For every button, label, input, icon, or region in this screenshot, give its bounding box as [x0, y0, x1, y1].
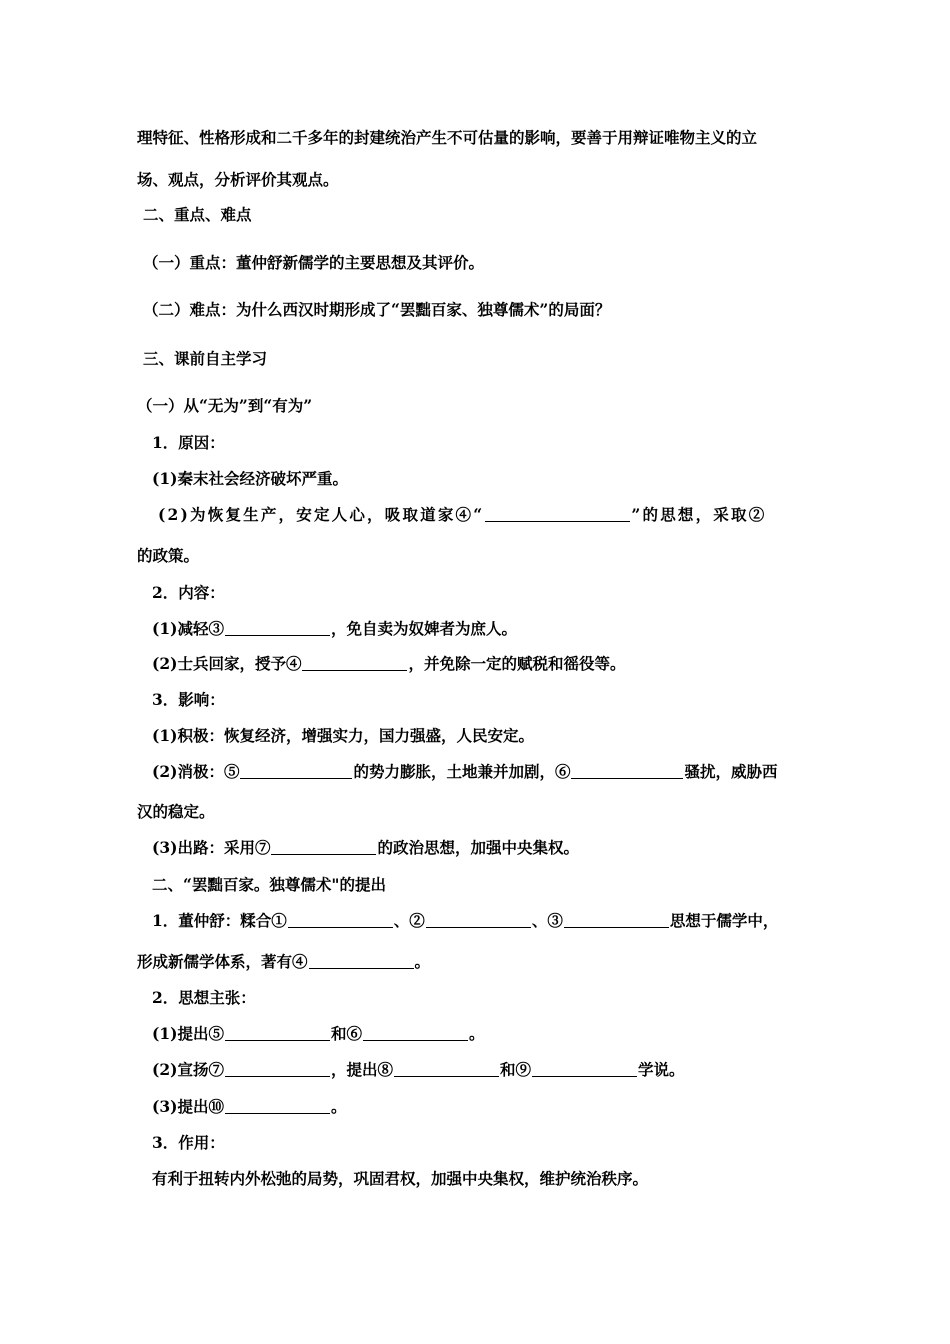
dong-zhongshu-line-cont — [137, 952, 430, 972]
fill-blank[interactable] — [571, 764, 683, 779]
text-segment: ”的思想，采取② — [631, 505, 767, 524]
fill-blank[interactable] — [485, 507, 630, 522]
fill-blank[interactable] — [564, 913, 669, 928]
idea-2 — [152, 1060, 685, 1080]
item-content-title: 2．内容： — [152, 583, 225, 602]
item-cause-title: 1．原因： — [152, 433, 225, 452]
intro-line-1: 理特征、性格形成和二千多年的封建统治产生不可估量的影响，要善于用辩证唯物主义的立 — [137, 128, 758, 147]
text-segment: (2)宣扬⑦ — [152, 1060, 224, 1079]
text-segment: 骚扰，威胁西 — [684, 762, 778, 781]
fill-blank[interactable] — [225, 1099, 330, 1114]
text-segment: 和⑥ — [330, 1024, 362, 1043]
item-impact-2 — [152, 762, 777, 782]
text-segment: 学说。 — [637, 1060, 685, 1079]
fill-blank[interactable] — [394, 1062, 499, 1077]
text-segment: ，提出⑧ — [330, 1060, 393, 1079]
fill-blank[interactable] — [426, 913, 531, 928]
fill-blank[interactable] — [240, 764, 352, 779]
item-impact-1: (1)积极：恢复经济，增强实力，国力强盛，人民安定。 — [152, 726, 534, 745]
text-segment: 。 — [414, 952, 431, 971]
text-segment: 的势力膨胀，土地兼并加剧，⑥ — [353, 762, 571, 781]
text-segment: (1)提出⑤ — [152, 1024, 224, 1043]
dong-zhongshu-line — [152, 911, 778, 931]
subsection-title-1: （一）从“无为”到“有为” — [137, 396, 313, 415]
text-segment: (3)提出⑩ — [152, 1097, 224, 1116]
item-cause-2 — [158, 505, 766, 525]
item-content-2 — [152, 654, 625, 674]
fill-blank[interactable] — [302, 656, 407, 671]
effect-title: 3．作用： — [152, 1133, 225, 1152]
fill-blank[interactable] — [271, 840, 376, 855]
subsection-title-2: 二、“罢黜百家。独尊儒术"的提出 — [152, 875, 386, 894]
idea-3 — [152, 1097, 346, 1117]
fill-blank[interactable] — [309, 954, 414, 969]
item-cause-1: (1)秦末社会经济破坏严重。 — [152, 469, 348, 488]
text-segment: 、③ — [531, 911, 563, 930]
text-segment: (2)士兵回家，授予④ — [152, 654, 302, 673]
text-segment: ，并免除一定的赋税和徭役等。 — [408, 654, 626, 673]
section-title-self-study: 三、课前自主学习 — [143, 349, 268, 368]
idea-title: 2．思想主张： — [152, 988, 256, 1007]
text-segment: (1)减轻③ — [152, 619, 224, 638]
text-segment: 思想于儒学中， — [669, 911, 779, 930]
item-impact-2-cont: 汉的稳定。 — [137, 802, 215, 821]
text-segment: 、② — [393, 911, 425, 930]
text-segment: (2)消极：⑤ — [152, 762, 240, 781]
text-segment: (2)为恢复生产，安定人心，吸取道家④“ — [158, 505, 485, 524]
section-title-key-points: 二、重点、难点 — [143, 205, 252, 224]
text-segment: 。 — [468, 1024, 485, 1043]
item-impact-3 — [152, 838, 579, 858]
fill-blank[interactable] — [288, 913, 393, 928]
item-cause-2-cont: 的政策。 — [137, 546, 200, 565]
fill-blank[interactable] — [225, 1026, 330, 1041]
text-segment: 和⑨ — [499, 1060, 531, 1079]
key-point-line: （一）重点：董仲舒新儒学的主要思想及其评价。 — [143, 253, 485, 272]
idea-1 — [152, 1024, 484, 1044]
fill-blank[interactable] — [225, 621, 330, 636]
item-content-1 — [152, 619, 517, 639]
fill-blank[interactable] — [532, 1062, 637, 1077]
text-segment: 。 — [330, 1097, 347, 1116]
text-segment: ，免自卖为奴婢者为庶人。 — [330, 619, 517, 638]
difficult-point-line: （二）难点：为什么西汉时期形成了“罢黜百家、独尊儒术”的局面？ — [143, 300, 611, 319]
text-segment: 形成新儒学体系，著有④ — [137, 952, 308, 971]
fill-blank[interactable] — [225, 1062, 330, 1077]
intro-line-2: 场、观点，分析评价其观点。 — [137, 170, 339, 189]
effect-text: 有利于扭转内外松弛的局势，巩固君权，加强中央集权，维护统治秩序。 — [152, 1169, 649, 1188]
text-segment: 的政治思想，加强中央集权。 — [377, 838, 579, 857]
text-segment: 1．董仲舒：糅合① — [152, 911, 287, 930]
item-impact-title: 3．影响： — [152, 690, 225, 709]
fill-blank[interactable] — [363, 1026, 468, 1041]
text-segment: (3)出路：采用⑦ — [152, 838, 271, 857]
